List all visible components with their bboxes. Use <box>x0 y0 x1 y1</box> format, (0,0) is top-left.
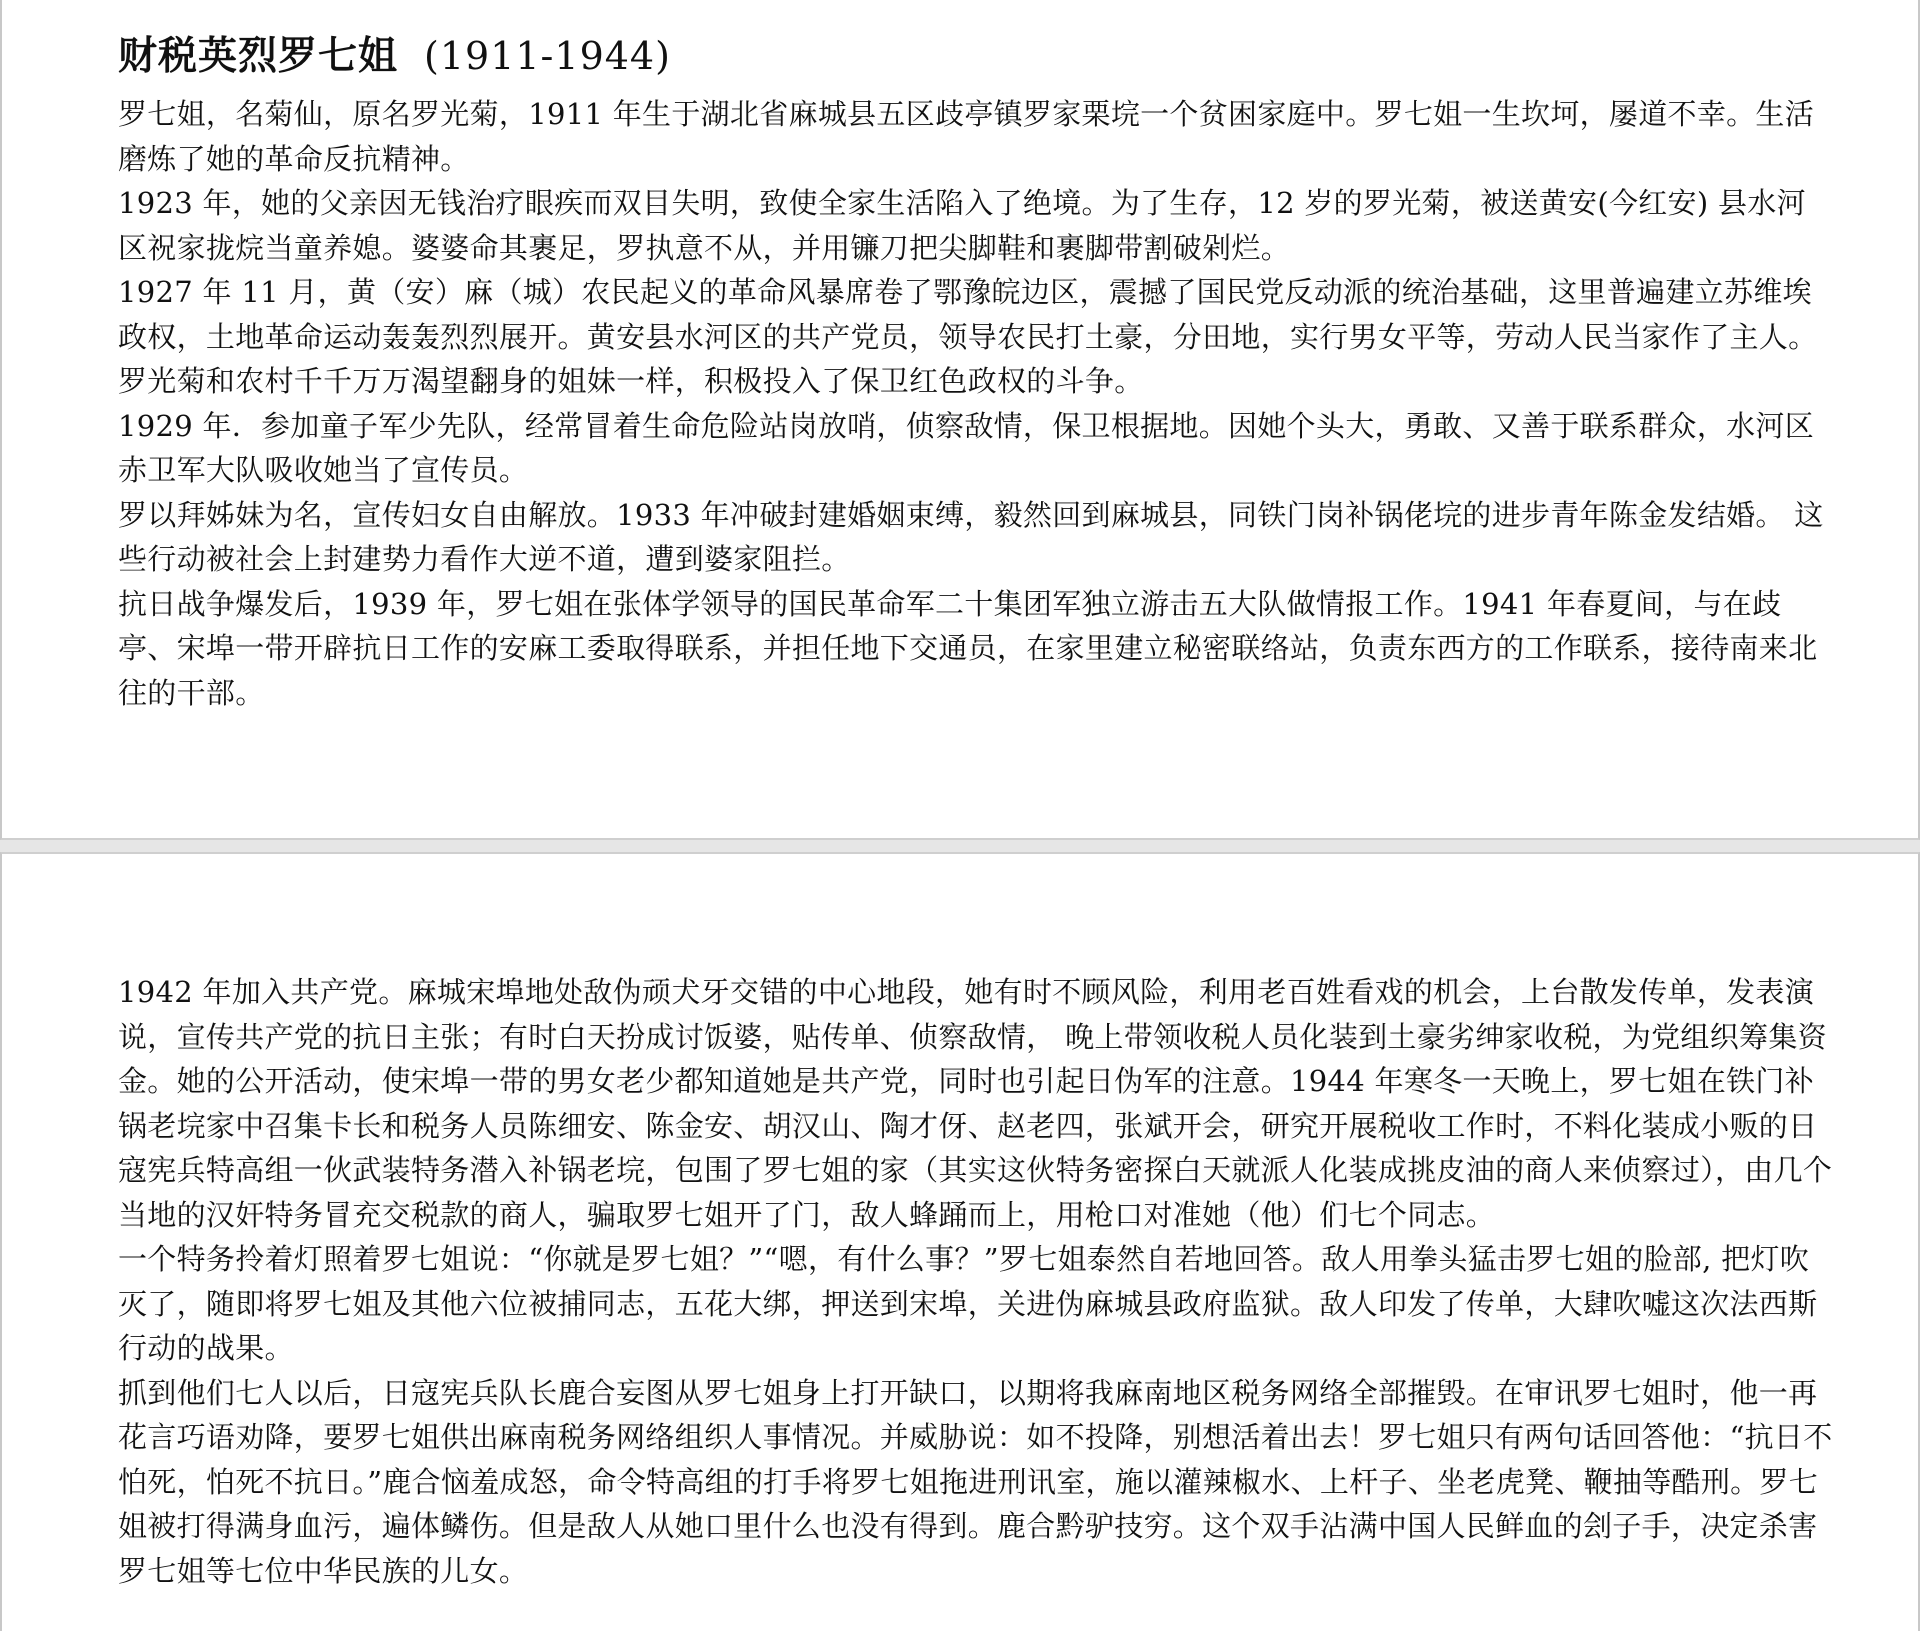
paragraph: 罗七姐，名菊仙，原名罗光菊，1911 年生于湖北省麻城县五区歧亭镇罗家栗垸一个贫困家庭中。罗七姐一生坎坷，屡道不幸。生活磨炼了她的革命反抗精神。 <box>118 97 1815 176</box>
paragraph: 罗以拜姊妹为名，宣传妇女自由解放。1933 年冲破封建婚姻束缚，毅然回到麻城县，同铁门岗补锅佬垸的进步青年陈金发结婚。 这些行动被社会上封建势力看作大逆不道，遭到婆家阻拦。 <box>118 497 1824 576</box>
paragraph: 1923 年，她的父亲因无钱治疗眼疾而双目失明，致使全家生活陷入了绝境。为了生存，12 岁的罗光菊，被送黄安(今红安) 县水河区祝家拢烷当童养媳。婆婆命其裹足，罗执意不从，并用镰刀把尖脚鞋和裹脚带割破剁烂。 <box>118 186 1806 265</box>
page-1-content <box>118 28 1834 715</box>
title-years: (1911-1944) <box>424 34 671 78</box>
paragraph: 一个特务拎着灯照着罗七姐说：“你就是罗七姐？”“嗯，有什么事？”罗七姐泰然自若地回答。敌人用拳头猛击罗七姐的脸部, 把灯吹灭了，随即将罗七姐及其他六位被捕同志，五花大绑，押送到宋埠，关进伪麻城县政府监狱。敌人印发了传单，大肆吹嘘这次法西斯行动的战果。 <box>118 1242 1818 1365</box>
title-text: 财税英烈罗七姐 <box>118 33 399 79</box>
document-page-2 <box>0 852 1920 1631</box>
document-title <box>118 28 1834 84</box>
paragraph: 1942 年加入共产党。麻城宋埠地处敌伪顽犬牙交错的中心地段，她有时不顾风险，利用老百姓看戏的机会，上台散发传单，发表演说，宣传共产党的抗日主张；有时白天扮成讨饭婆，贴传单、侦察敌情， 晚上带领收税人员化装到土豪劣绅家收税，为党组织筹集资金。她的公开活动，使宋埠一带的男女老少都知道她是共产党，同时也引起日伪军的注意。1944 年寒冬一天晚上，罗七姐在铁门补锅老垸家中召集卡长和税务人员陈细安、陈金安、胡汉山、陶才伢、赵老四，张斌开会，研究开展税收工作时，不料化装成小贩的日寇宪兵特高组一伙武装特务潜入补锅老垸，包围了罗七姐的家（其实这伙特务密探白天就派人化装成挑皮油的商人来侦察过），由几个当地的汉奸特务冒充交税款的商人，骗取罗七姐开了门，敌人蜂踊而上，用枪口对准她（他）们七个同志。 <box>118 975 1833 1232</box>
paragraph: 抗日战争爆发后，1939 年，罗七姐在张体学领导的国民革命军二十集团军独立游击五大队做情报工作。1941 年春夏间，与在歧亭、宋埠一带开辟抗日工作的安麻工委取得联系，并担任地下交通员，在家里建立秘密联络站，负责东西方的工作联系，接待南来北往的干部。 <box>118 586 1818 710</box>
paragraph: 1929 年．参加童子军少先队，经常冒着生命危险站岗放哨，侦察敌情，保卫根据地。因她个头大，勇敢、又善于联系群众，水河区赤卫军大队吸收她当了宣传员。 <box>118 408 1815 487</box>
paragraph: 抓到他们七人以后，日寇宪兵队长鹿合妄图从罗七姐身上打开缺口，以期将我麻南地区税务网络全部摧毁。在审讯罗七姐时，他一再花言巧语劝降，要罗七姐供出麻南税务网络组织人事情况。并威胁说：如不投降，别想活着出去！罗七姐只有两句话回答他：“抗日不怕死，怕死不抗日。”鹿合恼羞成怒，命令特高组的打手将罗七姐拖进刑讯室，施以灌辣椒水、上杆子、坐老虎凳、鞭抽等酷刑。罗七姐被打得满身血污，遍体鳞伤。但是敌人从她口里什么也没有得到。鹿合黔驴技穷。这个双手沾满中国人民鲜血的刽子手，决定杀害罗七姐等七位中华民族的儿女。 <box>118 1375 1833 1588</box>
paragraph: 1927 年 11 月，黄（安）麻（城）农民起义的革命风暴席卷了鄂豫皖边区，震撼了国民党反动派的统治基础，这里普遍建立苏维埃政权，土地革命运动轰轰烈烈展开。黄安县水河区的共产党员，领导农民打土豪，分田地，实行男女平等，劳动人民当家作了主人。罗光菊和农村千千万万渴望翻身的姐妹一样，积极投入了保卫红色政权的斗争。 <box>118 275 1818 398</box>
page-2-content <box>118 970 1834 1593</box>
